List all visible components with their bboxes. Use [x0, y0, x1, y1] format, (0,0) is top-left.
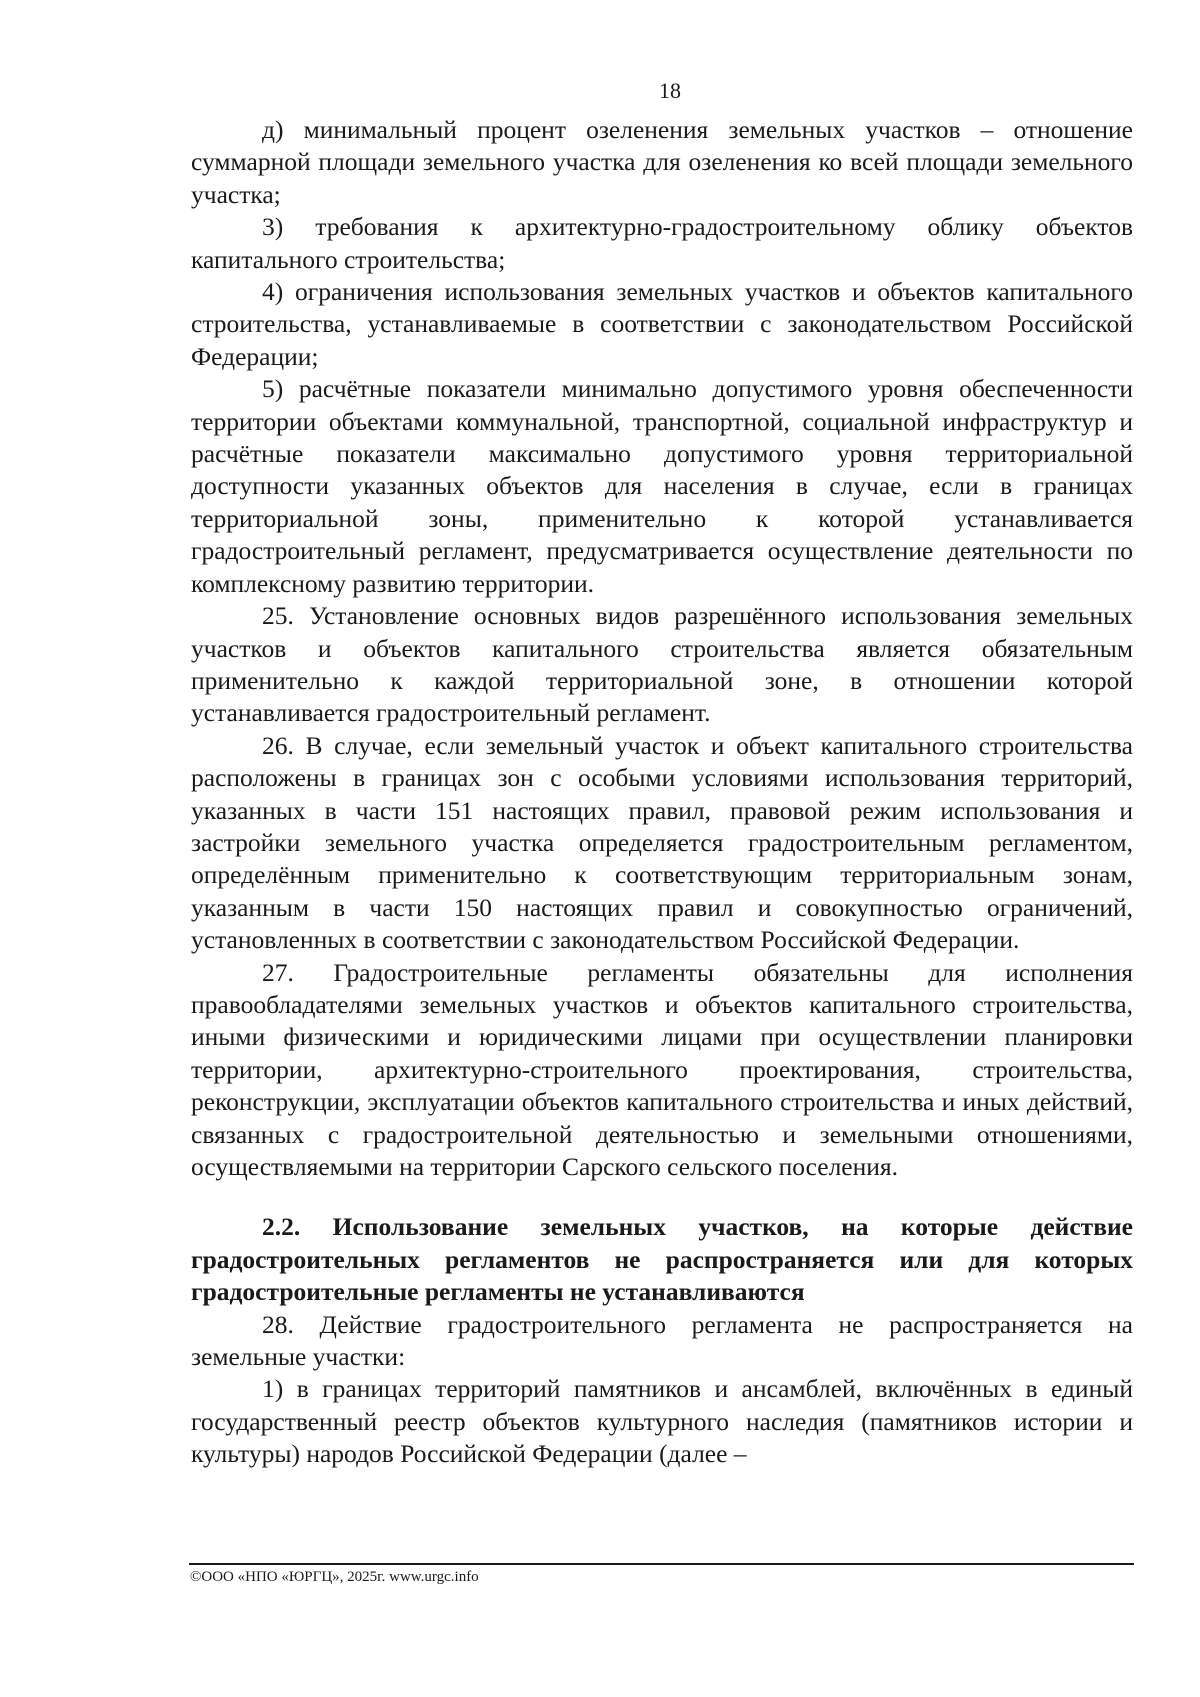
- paragraph-28-item-1: 1) в границах территорий памятников и ансамблей, включённых в единый государственный реестр объектов культурного наследия (памятников истории и культуры) народов Российской Федерации (далее –: [191, 1374, 1133, 1469]
- paragraph-item-4: 4) ограничения использования земельных участков и объектов капитального строительства, устанавливаемые в соответствии с законодательством Российской Федерации;: [191, 277, 1133, 371]
- paragraph-28: 28. Действие градостроительного регламента не распространяется на земельные участки:: [191, 1309, 1133, 1372]
- paragraph-26: 26. В случае, если земельный участок и объект капитального строительства расположены в границах зон с особыми условиями использования территорий, указанных в части 151 настоящих правил, правовой режим использования и застройки земельного участка определяется градостроительным регламентом, определённым применительно к соответствующим территориальным зонам, указанным в части 150 настоящих правил и совокупностью ограничений, установленных в соответствии с законодательством Российской Федерации.: [191, 730, 1133, 955]
- page-number: 18: [659, 78, 681, 103]
- section-heading: 2.2. Использование земельных участков, на которые действие градостроительных регламентов не распространяется или для которых градостроительные регламенты не устанавливаются: [191, 1212, 1133, 1307]
- paragraph-item-3: 3) требования к архитектурно-градостроительному облику объектов капитального строительства;: [191, 212, 1133, 274]
- footer-copyright: ©ООО «НПО «ЮРГЦ», 2025г. www.urgc.info: [190, 1569, 479, 1585]
- document-body: [191, 114, 1133, 1471]
- paragraph-27: 27. Градостроительные регламенты обязательны для исполнения правообладателями земельных участков и объектов капитального строительства, иными физическими и юридическими лицами при осуществлении планировки территории, архитектурно-строительного проектирования, строительства, реконструкции, эксплуатации объектов капитального строительства и иных действий, связанных с градостроительной деятельностью и земельными отношениями, осуществляемыми на территории Сарского сельского поселения.: [191, 957, 1133, 1181]
- paragraph-item-5: 5) расчётные показатели минимально допустимого уровня обеспеченности территории объектами коммунальной, транспортной, социальной инфраструктур и расчётные показатели максимально допустимого уровня территориальной доступности указанных объектов для населения в случае, если в границах территориальной зоны, применительно к которой устанавливается градостроительный регламент, предусматривается осуществление деятельности по комплексному развитию территории.: [191, 374, 1133, 598]
- footer-divider: [189, 1563, 1134, 1565]
- paragraph-25: 25. Установление основных видов разрешённого использования земельных участков и объектов капитального строительства является обязательным применительно к каждой территориальной зоне, в отношении которой устанавливается градостроительный регламент.: [191, 601, 1133, 728]
- paragraph-item-d: д) минимальный процент озеленения земельных участков – отношение суммарной площади земельного участка для озеленения ко всей площади земельного участка;: [191, 115, 1133, 209]
